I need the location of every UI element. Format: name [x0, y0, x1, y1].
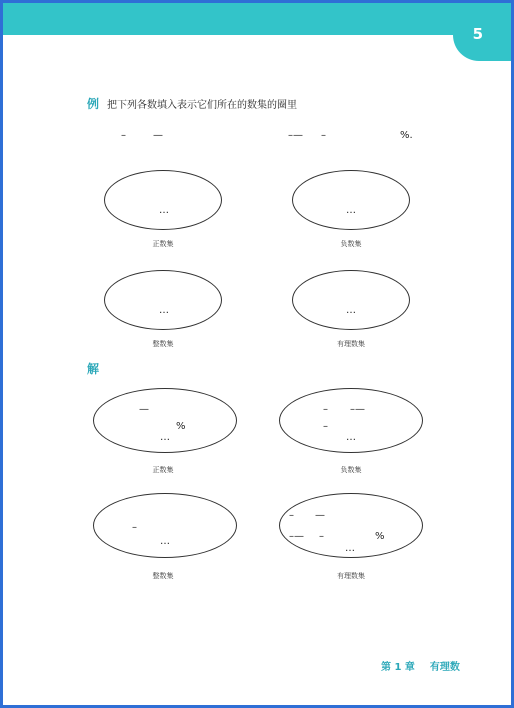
integer-set-label: 整数集	[152, 572, 174, 580]
example-token: –	[121, 130, 126, 141]
positive-set-circle	[104, 170, 222, 230]
page-number: 5	[472, 25, 483, 43]
header-bar	[3, 3, 511, 35]
rational-set-label: 有理数集	[337, 572, 365, 580]
positive-solution-circle	[93, 388, 237, 453]
solution-token: %	[176, 421, 186, 432]
chapter-number: 第 1 章	[381, 662, 415, 673]
integer-solution-circle	[93, 493, 237, 558]
example-token: %.	[400, 130, 413, 141]
solution-token: —	[315, 510, 325, 521]
solution-token: –	[132, 522, 137, 533]
solution-token: —	[139, 404, 149, 415]
negative-solution-circle	[279, 388, 423, 453]
chapter-title: 有理数	[429, 662, 460, 673]
positive-set-label: 正数集	[152, 466, 174, 474]
integer-set-circle	[104, 270, 222, 330]
solution-tag: 解	[87, 362, 100, 376]
chapter-footer	[381, 658, 460, 673]
rational-set-label: 有理数集	[337, 340, 365, 348]
solution-token: –	[323, 421, 328, 432]
example-token: —	[153, 130, 163, 141]
integer-set-label: 整数集	[152, 340, 174, 348]
solution-token: –—	[289, 531, 304, 542]
solution-token: %	[375, 531, 385, 542]
solution-token: –—	[350, 404, 365, 415]
example-token: –—	[288, 130, 303, 141]
negative-set-label: 负数集	[340, 466, 362, 474]
negative-set-circle	[292, 170, 410, 230]
solution-token: –	[289, 510, 294, 521]
ellipsis: …	[159, 305, 169, 316]
ellipsis: …	[160, 432, 170, 443]
example-prompt: 把下列各数填入表示它们所在的数集的圈里	[107, 100, 297, 111]
example-token: –	[321, 130, 326, 141]
ellipsis: …	[159, 205, 169, 216]
solution-token: –	[323, 404, 328, 415]
ellipsis: …	[346, 305, 356, 316]
positive-set-label: 正数集	[152, 240, 174, 248]
negative-set-label: 负数集	[340, 240, 362, 248]
ellipsis: …	[346, 432, 356, 443]
ellipsis: …	[346, 205, 356, 216]
ellipsis: …	[160, 536, 170, 547]
solution-token: –	[319, 531, 324, 542]
ellipsis: …	[345, 543, 355, 554]
rational-set-circle	[292, 270, 410, 330]
example-tag: 例	[87, 97, 100, 111]
